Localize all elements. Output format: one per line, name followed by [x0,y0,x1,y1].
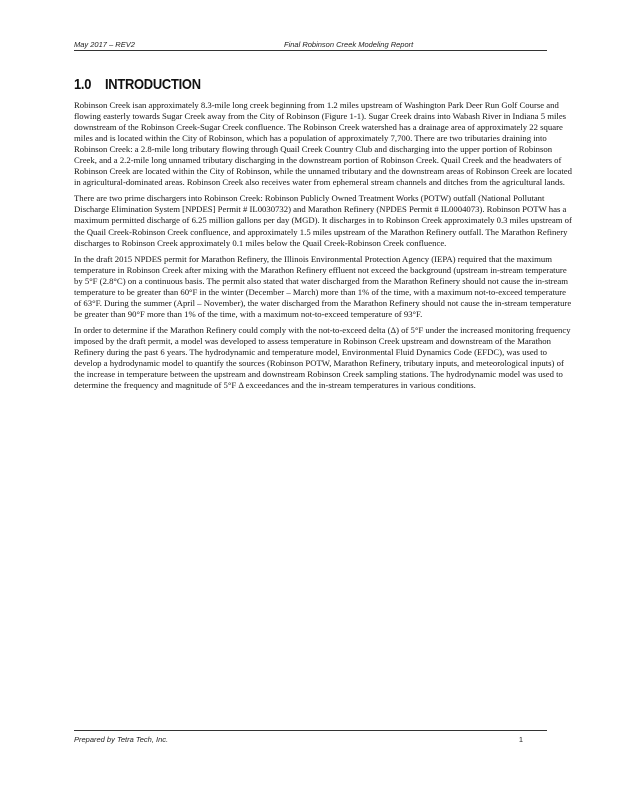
section-number: 1.0 [74,76,92,93]
footer-preparer: Prepared by Tetra Tech, Inc. [74,735,169,744]
header-report-title: Final Robinson Creek Modeling Report [284,40,414,49]
paragraph-overview: Robinson Creek isan approximately 8.3-mile long creek beginning from 1.2 miles upstream of Washington Park Deer Run Golf Course and flowing easterly towards Sugar Creek away from the City of Robinson (Figure 1-1). Sugar Creek drains into Wabash River in Indiana 5 miles downstream of the Robinson Creek-Sugar Creek confluence. The Robinson Creek watershed has a drainage area of approximately 22 square miles and is located within the City of Robinson, which has a population of approximately 7,700. There are two tributaries draining into Robinson Creek: a 2.8-mile long tributary flowing through Quail Creek Country Club and discharging into the upper portion of Robinson Creek, and a 2.2-mile long unnamed tributary discharging in the downstream portion of Robinson Creek. Quail Creek and the headwaters of Robinson Creek are located within the City of Robinson, while the unnamed tributary and the downstream areas of Robinson Creek are located in agricultural-dominated areas. Robinson Creek also receives water from ephemeral stream channels and ditches from the agricultural lands. [74,100,572,188]
paragraph-dischargers: There are two prime dischargers into Robinson Creek: Robinson Publicly Owned Treatment Works (POTW) outfall (National Pollutant Discharge Elimination System [NPDES] Permit # IL0030732) and Marathon Refinery (NPDES Permit # IL0004073). Robinson POTW has a maximum permitted discharge of 6.25 million gallons per day (MGD). It discharges in to Robinson Creek approximately 0.3 miles upstream of the Quail Creek-Robinson Creek confluence, and approximately 1.5 miles upstream of the Marathon Refinery outfall. The Marathon Refinery discharges to Robinson Creek approximately 0.1 miles below the Quail Creek-Robinson Creek confluence. [74,193,572,248]
section-title: INTRODUCTION [104,76,201,93]
header-rule [74,50,547,51]
section-heading [74,76,201,93]
page-number: 1 [518,735,523,744]
body-text [74,100,574,396]
paragraph-permit: In the draft 2015 NPDES permit for Marathon Refinery, the Illinois Environmental Protection Agency (IEPA) required that the maximum temperature in Robinson Creek after mixing with the Marathon Refinery effluent not exceed the background (upstream in-stream temperature by 5°F (2.8°C) on a continuous basis. The permit also stated that water discharged from the Marathon Refinery should not cause the in-stream temperature to be greater than 60°F in the winter (December – March) more than 1% of the time, with a maximum not-to-exceed temperature of 63°F. During the summer (April – November), the water discharged from the Marathon Refinery should not cause the in-stream temperature be greater than 90°F more than 1% of the time, with a maximum not-to-exceed temperature of 93°F. [74,253,572,319]
page-footer [74,733,547,747]
paragraph-model: In order to determine if the Marathon Refinery could comply with the not-to-exceed delta (Δ) of 5°F under the increased monitoring frequency imposed by the draft permit, a model was developed to assess temperature in Robinson Creek upstream and downstream of the Marathon Refinery during the past 6 years. The hydrodynamic and temperature model, Environmental Fluid Dynamics Code (EFDC), was used to develop a hydrodynamic model to quantify the sources (Robinson POTW, Marathon Refinery, tributary inputs, and meteorological inputs) of the increase in temperature between the upstream and downstream Robinson Creek sampling stations. The hydrodynamic model was used to determine the frequency and magnitude of 5°F Δ exceedances and the in-stream temperatures in various conditions. [74,324,571,391]
footer-rule [74,730,547,731]
header-date-revision: May 2017 – REV2 [74,40,135,49]
